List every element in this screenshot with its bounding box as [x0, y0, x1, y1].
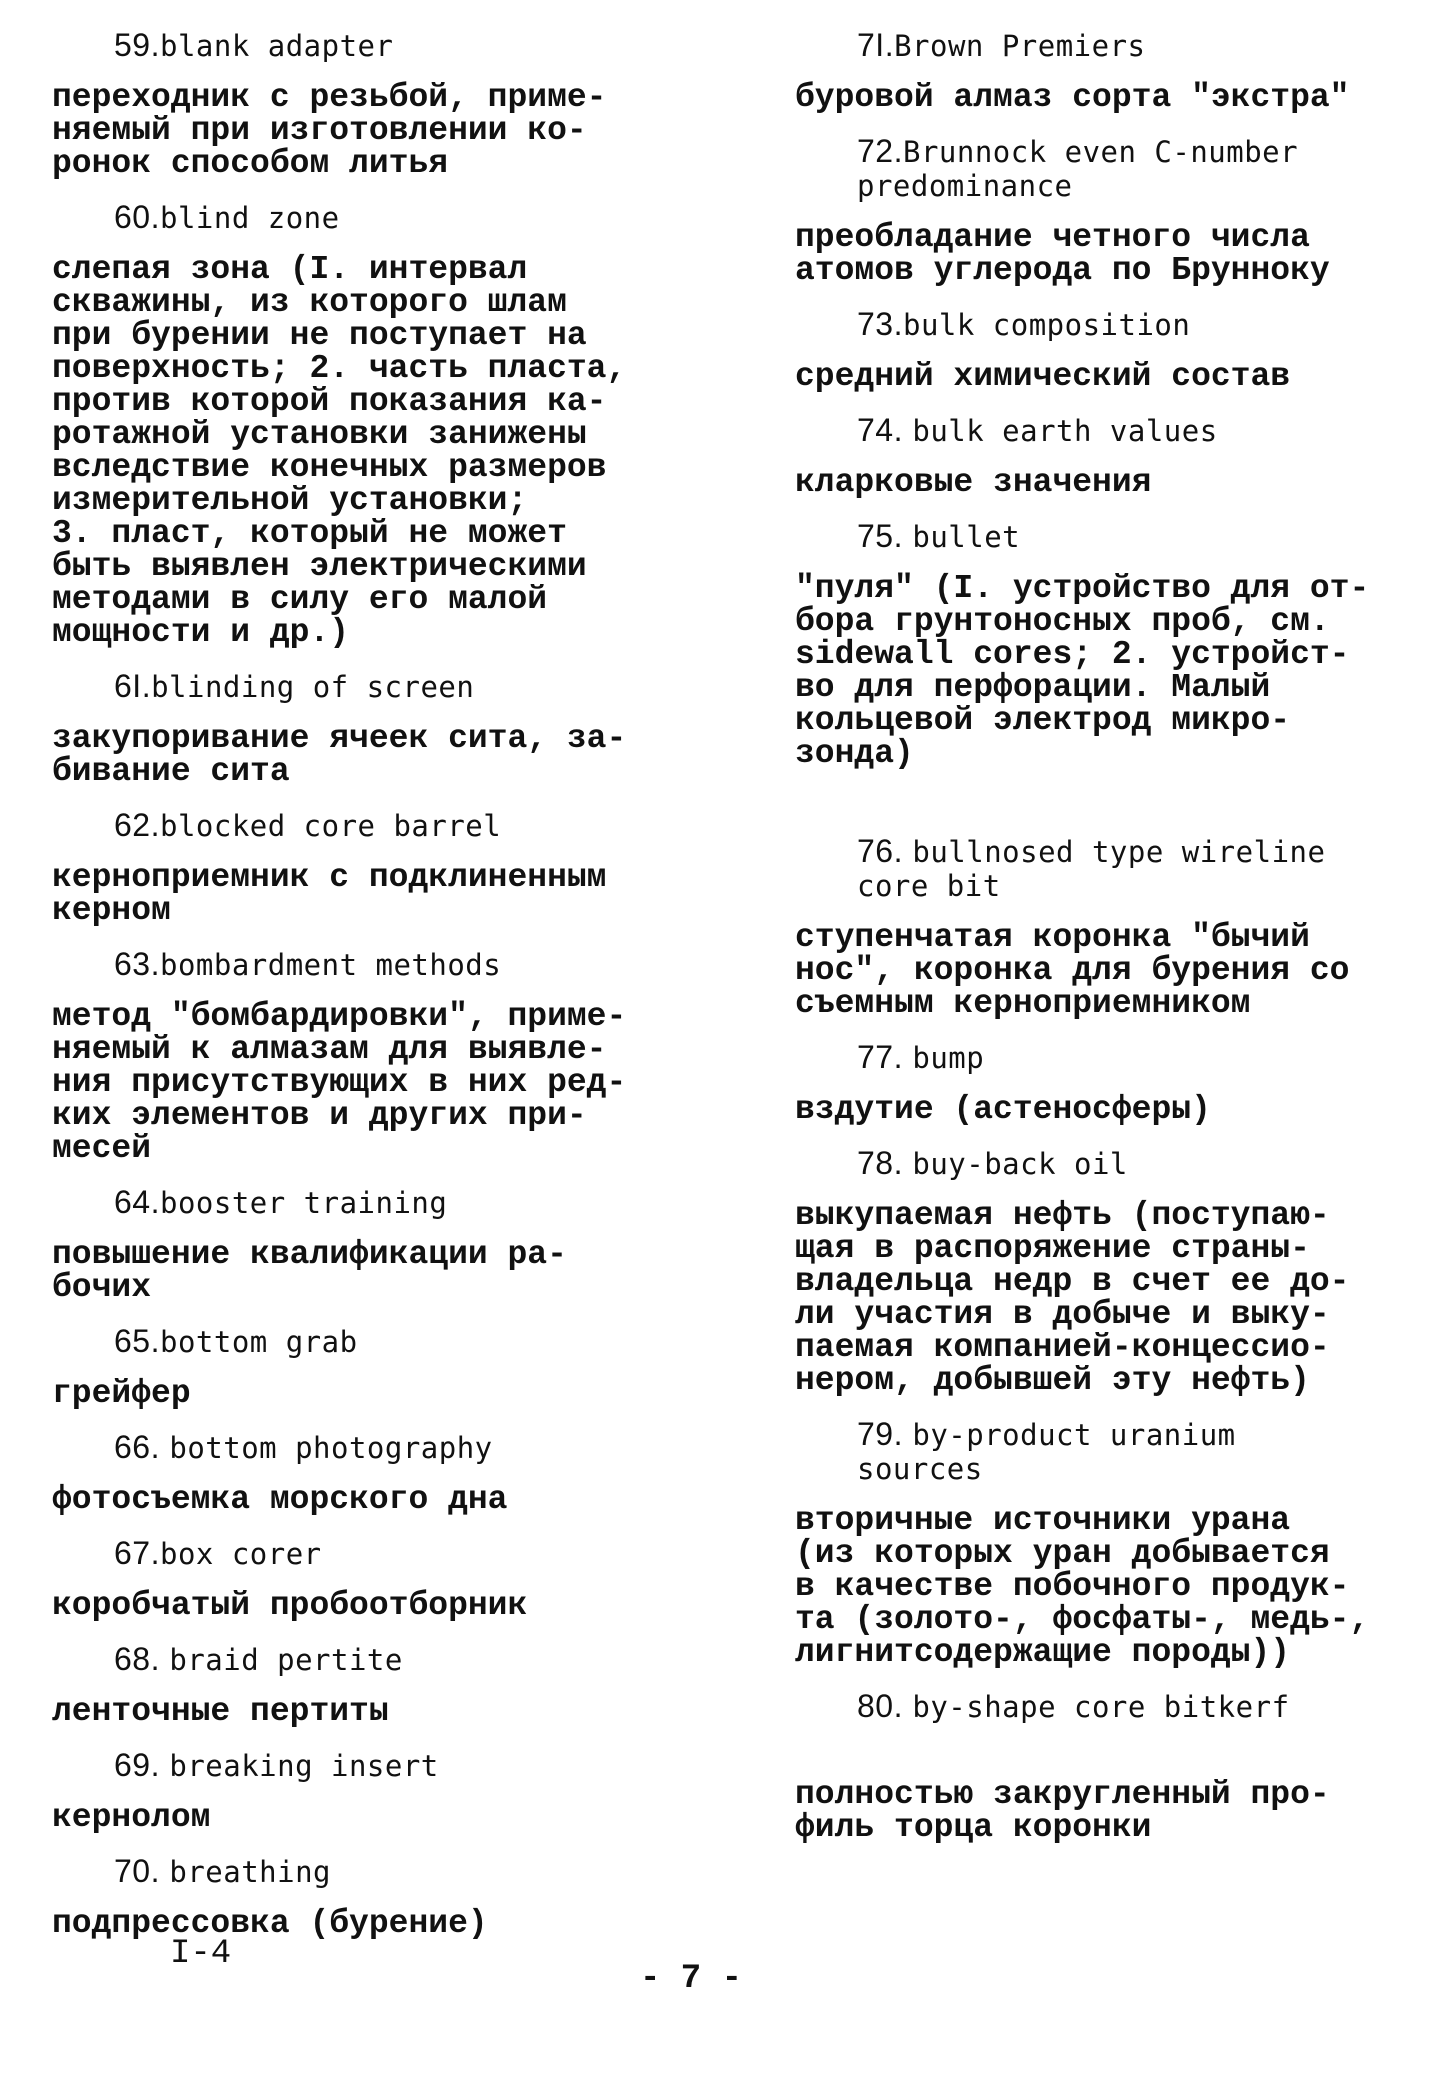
entry-number: 79.: [857, 1416, 913, 1452]
english-term: booster training: [159, 1186, 448, 1220]
entry-79: [795, 1417, 1420, 1669]
entry-number: 77.: [857, 1039, 913, 1075]
russian-definition: повышение квалификации ра- бочих: [52, 1236, 567, 1306]
page-number: - 7 -: [640, 1960, 743, 1998]
entry-76: [795, 834, 1420, 1020]
entry-number: 59.: [114, 27, 160, 63]
english-term: bump: [912, 1041, 985, 1075]
english-term: braid pertite: [169, 1643, 403, 1677]
term-heading: [795, 28, 1420, 63]
russian-definition: вздутие (астеносферы): [795, 1091, 1211, 1128]
english-term: Brunnock even C-number predominance: [857, 135, 1299, 203]
russian-definition: метод "бомбардировки", приме- няемый к алмазам для выявле- ния присутствующих в них ред- ких элементов и других при- месей: [52, 998, 627, 1167]
entry-number: 76.: [857, 833, 913, 869]
entry-number: 73.: [857, 306, 903, 342]
entry-77: [795, 1040, 1420, 1126]
english-term: box corer: [159, 1537, 322, 1571]
entry-75: [795, 519, 1420, 770]
entry-65: [52, 1324, 672, 1410]
russian-definition: грейфер: [52, 1375, 191, 1412]
entry-69: [52, 1748, 672, 1834]
entry-67: [52, 1536, 672, 1622]
english-term: by-product uranium sources: [857, 1418, 1236, 1486]
english-term: blind zone: [159, 201, 340, 235]
english-term: blocked core barrel: [159, 809, 502, 843]
entry-number: 70.: [114, 1853, 170, 1889]
entry-73: [795, 307, 1420, 393]
russian-definition: выкупаемая нефть (поступаю- щая в распоряжение страны- владельца недр в счет ее до- ли участия в добыче и выку- паемая компанией-концессио- нером, добывшей эту нефть): [795, 1197, 1350, 1399]
entry-number: 75.: [857, 518, 913, 554]
russian-definition: фотосъемка морского дна: [52, 1481, 508, 1518]
russian-definition: слепая зона (I. интервал скважины, из которого шлам при бурении не поступает на поверхность; 2. часть пласта, против которой показания ка- ротажной установки занижены вследствие конечных размеров измерительной установки; 3. пласт, который не может быть выявлен электрическими методами в силу его малой мощности и др.): [52, 251, 627, 651]
term-heading: [52, 1536, 672, 1571]
entry-number: 64.: [114, 1184, 160, 1220]
entry-72: [795, 134, 1420, 287]
term-heading: [52, 28, 672, 63]
entry-number: 65.: [114, 1323, 160, 1359]
russian-definition: вторичные источники урана (из которых уран добывается в качестве побочного продук- та (золото-, фосфаты-, медь-, лигнитсодержащие породы)): [795, 1502, 1370, 1671]
entry-68: [52, 1642, 672, 1728]
english-term: blinding of screen: [151, 670, 475, 704]
spacer: [795, 790, 1420, 834]
spacer: [795, 1742, 1420, 1778]
entry-62: [52, 808, 672, 927]
entry-number: 80.: [857, 1688, 913, 1724]
entry-number: 72.: [857, 133, 903, 169]
term-heading: [52, 1748, 672, 1783]
term-heading: [795, 1417, 1420, 1486]
english-term: bulk composition: [902, 308, 1191, 342]
russian-definition: подпрессовка (бурение): [52, 1905, 488, 1942]
entry-number: 62.: [114, 807, 160, 843]
entry-number: 7I.: [857, 27, 895, 63]
russian-definition: буровой алмаз сорта "экстра": [795, 79, 1350, 116]
english-term: breaking insert: [169, 1749, 439, 1783]
russian-definition: ленточные пертиты: [52, 1693, 389, 1730]
term-heading: [52, 669, 672, 704]
russian-definition: кернолом: [52, 1799, 211, 1836]
english-term: breathing: [169, 1855, 332, 1889]
term-heading: [52, 1642, 672, 1677]
entry-80: [795, 1689, 1420, 1844]
entry-61: [52, 669, 672, 788]
term-heading: [795, 519, 1420, 554]
entry-number: 60.: [114, 199, 160, 235]
english-term: buy-back oil: [912, 1147, 1128, 1181]
english-term: bullnosed type wireline core bit: [857, 835, 1326, 903]
russian-definition: "пуля" (I. устройство для от- бора грунтоносных проб, см. sidewall cores; 2. устройст- во для перфорации. Малый кольцевой электрод микро- зонда): [795, 570, 1370, 772]
entry-number: 78.: [857, 1145, 913, 1181]
russian-definition: коробчатый пробоотборник: [52, 1587, 528, 1624]
russian-definition: средний химический состав: [795, 358, 1291, 395]
entry-number: 74.: [857, 412, 913, 448]
entry-number: 69.: [114, 1747, 170, 1783]
russian-definition: полностью закругленный про- филь торца коронки: [795, 1776, 1330, 1846]
entry-59: [52, 28, 672, 180]
entry-60: [52, 200, 672, 649]
entry-number: 67.: [114, 1535, 160, 1571]
english-term: bombardment methods: [159, 948, 502, 982]
term-heading: [52, 947, 672, 982]
english-term: bullet: [912, 520, 1021, 554]
entry-number: 66.: [114, 1429, 170, 1465]
term-heading: [52, 1854, 672, 1889]
term-heading: [795, 1689, 1420, 1724]
entry-number: 68.: [114, 1641, 170, 1677]
term-heading: [52, 1430, 672, 1465]
term-heading: [52, 200, 672, 235]
english-term: bottom photography: [169, 1431, 493, 1465]
sheet-code: I-4: [170, 1935, 232, 1973]
right-column: [795, 28, 1420, 1864]
entry-74: [795, 413, 1420, 499]
term-heading: [795, 834, 1420, 903]
entry-78: [795, 1146, 1420, 1397]
entry-63: [52, 947, 672, 1165]
english-term: blank adapter: [159, 29, 394, 63]
entry-71: [795, 28, 1420, 114]
term-heading: [795, 1146, 1420, 1181]
term-heading: [52, 808, 672, 843]
english-term: bulk earth values: [912, 414, 1218, 448]
entry-number: 63.: [114, 946, 160, 982]
russian-definition: керноприемник с подклиненным керном: [52, 859, 607, 929]
russian-definition: переходник с резьбой, приме- няемый при изготовлении ко- ронок способом литья: [52, 79, 607, 182]
english-term: bottom grab: [159, 1325, 358, 1359]
russian-definition: закупоривание ячеек сита, за- бивание сита: [52, 720, 627, 790]
left-column: [52, 28, 672, 1960]
entry-number: 6I.: [114, 668, 152, 704]
term-heading: [52, 1185, 672, 1220]
term-heading: [795, 307, 1420, 342]
term-heading: [795, 413, 1420, 448]
entry-64: [52, 1185, 672, 1304]
term-heading: [795, 134, 1420, 203]
russian-definition: ступенчатая коронка "бычий нос", коронка для бурения со съемным керноприемником: [795, 919, 1350, 1022]
term-heading: [52, 1324, 672, 1359]
english-term: by-shape core bitkerf: [912, 1690, 1290, 1724]
entry-66: [52, 1430, 672, 1516]
russian-definition: кларковые значения: [795, 464, 1152, 501]
entry-70: [52, 1854, 672, 1940]
term-heading: [795, 1040, 1420, 1075]
russian-definition: преобладание четного числа атомов углерода по Брунноку: [795, 219, 1330, 289]
english-term: Brown Premiers: [894, 29, 1146, 63]
